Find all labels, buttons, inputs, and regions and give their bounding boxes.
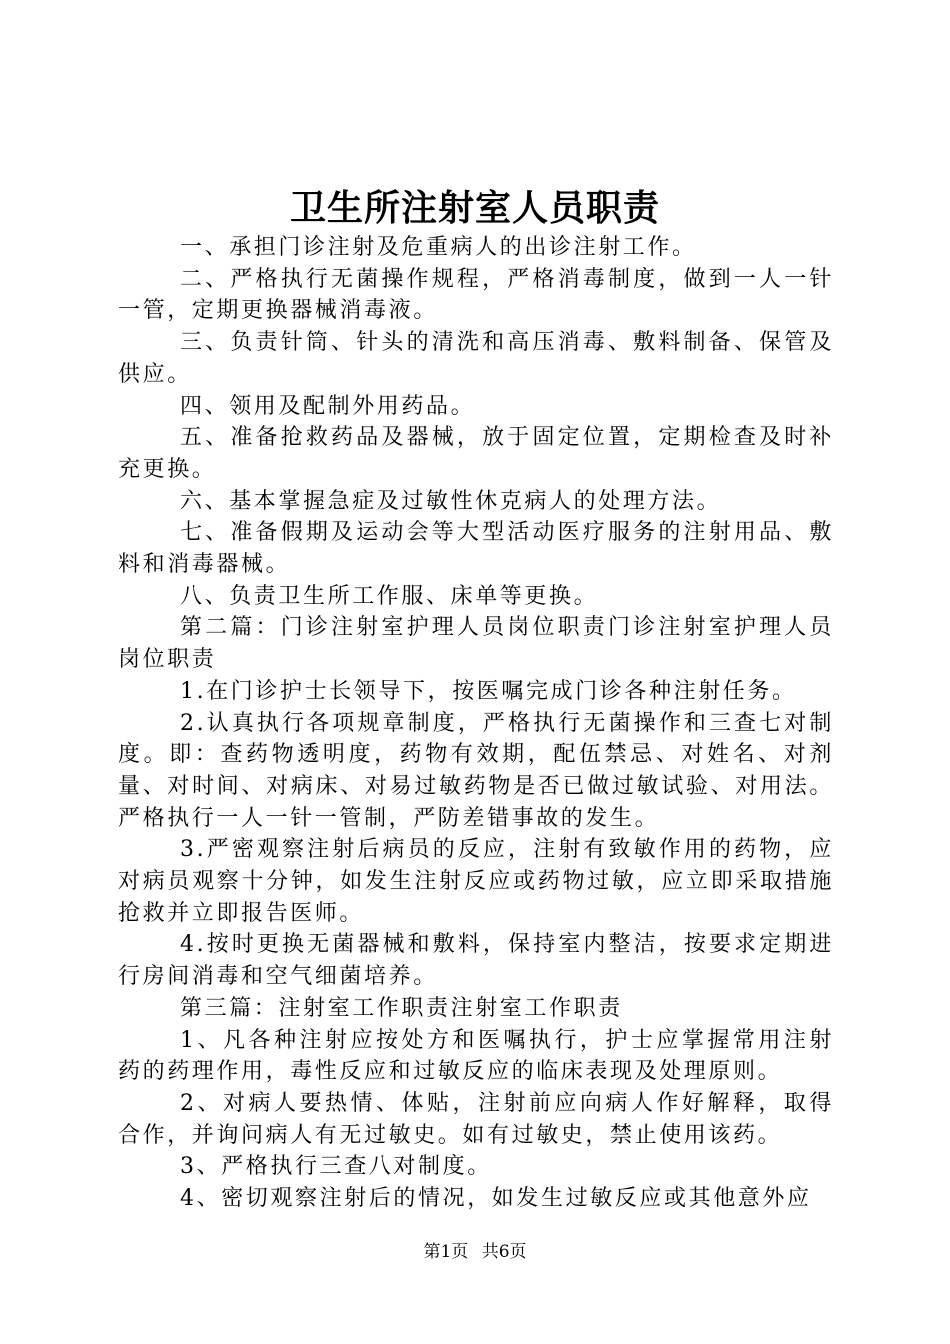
paragraph: 4、密切观察注射后的情况，如发生过敏反应或其他意外应	[180, 1186, 812, 1212]
paragraph: 四、领用及配制外用药品。	[180, 393, 476, 419]
paragraph: 1、凡各种注射应按处方和医嘱执行，护士应掌握常用注射药的药理作用，毒性反应和过敏反应的临床表现及处理原则。	[118, 1027, 834, 1085]
section-heading: 第二篇：门诊注射室护理人员岗位职责门诊注射室护理人员岗位职责	[118, 615, 834, 673]
paragraph: 七、准备假期及运动会等大型活动医疗服务的注射用品、敷料和消毒器械。	[118, 520, 834, 578]
paragraph: 六、基本掌握急症及过敏性休克病人的处理方法。	[180, 488, 722, 514]
document-body	[118, 232, 834, 1215]
paragraph: 五、准备抢救药品及器械，放于固定位置，定期检查及时补充更换。	[118, 425, 834, 482]
page-footer	[0, 1240, 950, 1264]
paragraph: 一、承担门诊注射及危重病人的出诊注射工作。	[180, 235, 697, 260]
paragraph: 3.严密观察注射后病员的反应，注射有致敏作用的药物，应对病员观察十分钟，如发生注射反应或药物过敏，应立即采取措施抢救并立即报告医师。	[118, 837, 834, 926]
paragraph: 二、严格执行无菌操作规程，严格消毒制度，做到一人一针一管，定期更换器械消毒液。	[118, 266, 834, 324]
paragraph: 2.认真执行各项规章制度，严格执行无菌操作和三查七对制度。即：查药物透明度，药物有效期，配伍禁忌、对姓名、对剂量、对时间、对病床、对易过敏药物是否已做过敏试验、对用法。严格执行一人一针一管制，严防差错事故的发生。	[118, 710, 834, 831]
document-title: 卫生所注射室人员职责	[289, 187, 660, 229]
page-total: 共6页	[481, 1242, 527, 1262]
section-heading: 第三篇：注射室工作职责注射室工作职责	[180, 995, 623, 1021]
paragraph: 1.在门诊护士长领导下，按医嘱完成门诊各种注射任务。	[180, 678, 797, 704]
paragraph: 2、对病人要热情、体贴，注射前应向病人作好解释，取得合作，并询问病人有无过敏史。如有过敏史，禁止使用该药。	[118, 1090, 834, 1148]
paragraph: 3、严格执行三查八对制度。	[180, 1154, 492, 1180]
paragraph: 三、负责针筒、针头的清洗和高压消毒、敷料制备、保管及供应。	[118, 330, 834, 387]
page-number: 第1页	[423, 1242, 469, 1262]
paragraph: 八、负责卫生所工作服、床单等更换。	[180, 583, 599, 609]
paragraph: 4.按时更换无菌器械和敷料，保持室内整洁，按要求定期进行房间消毒和空气细菌培养。	[118, 932, 834, 990]
